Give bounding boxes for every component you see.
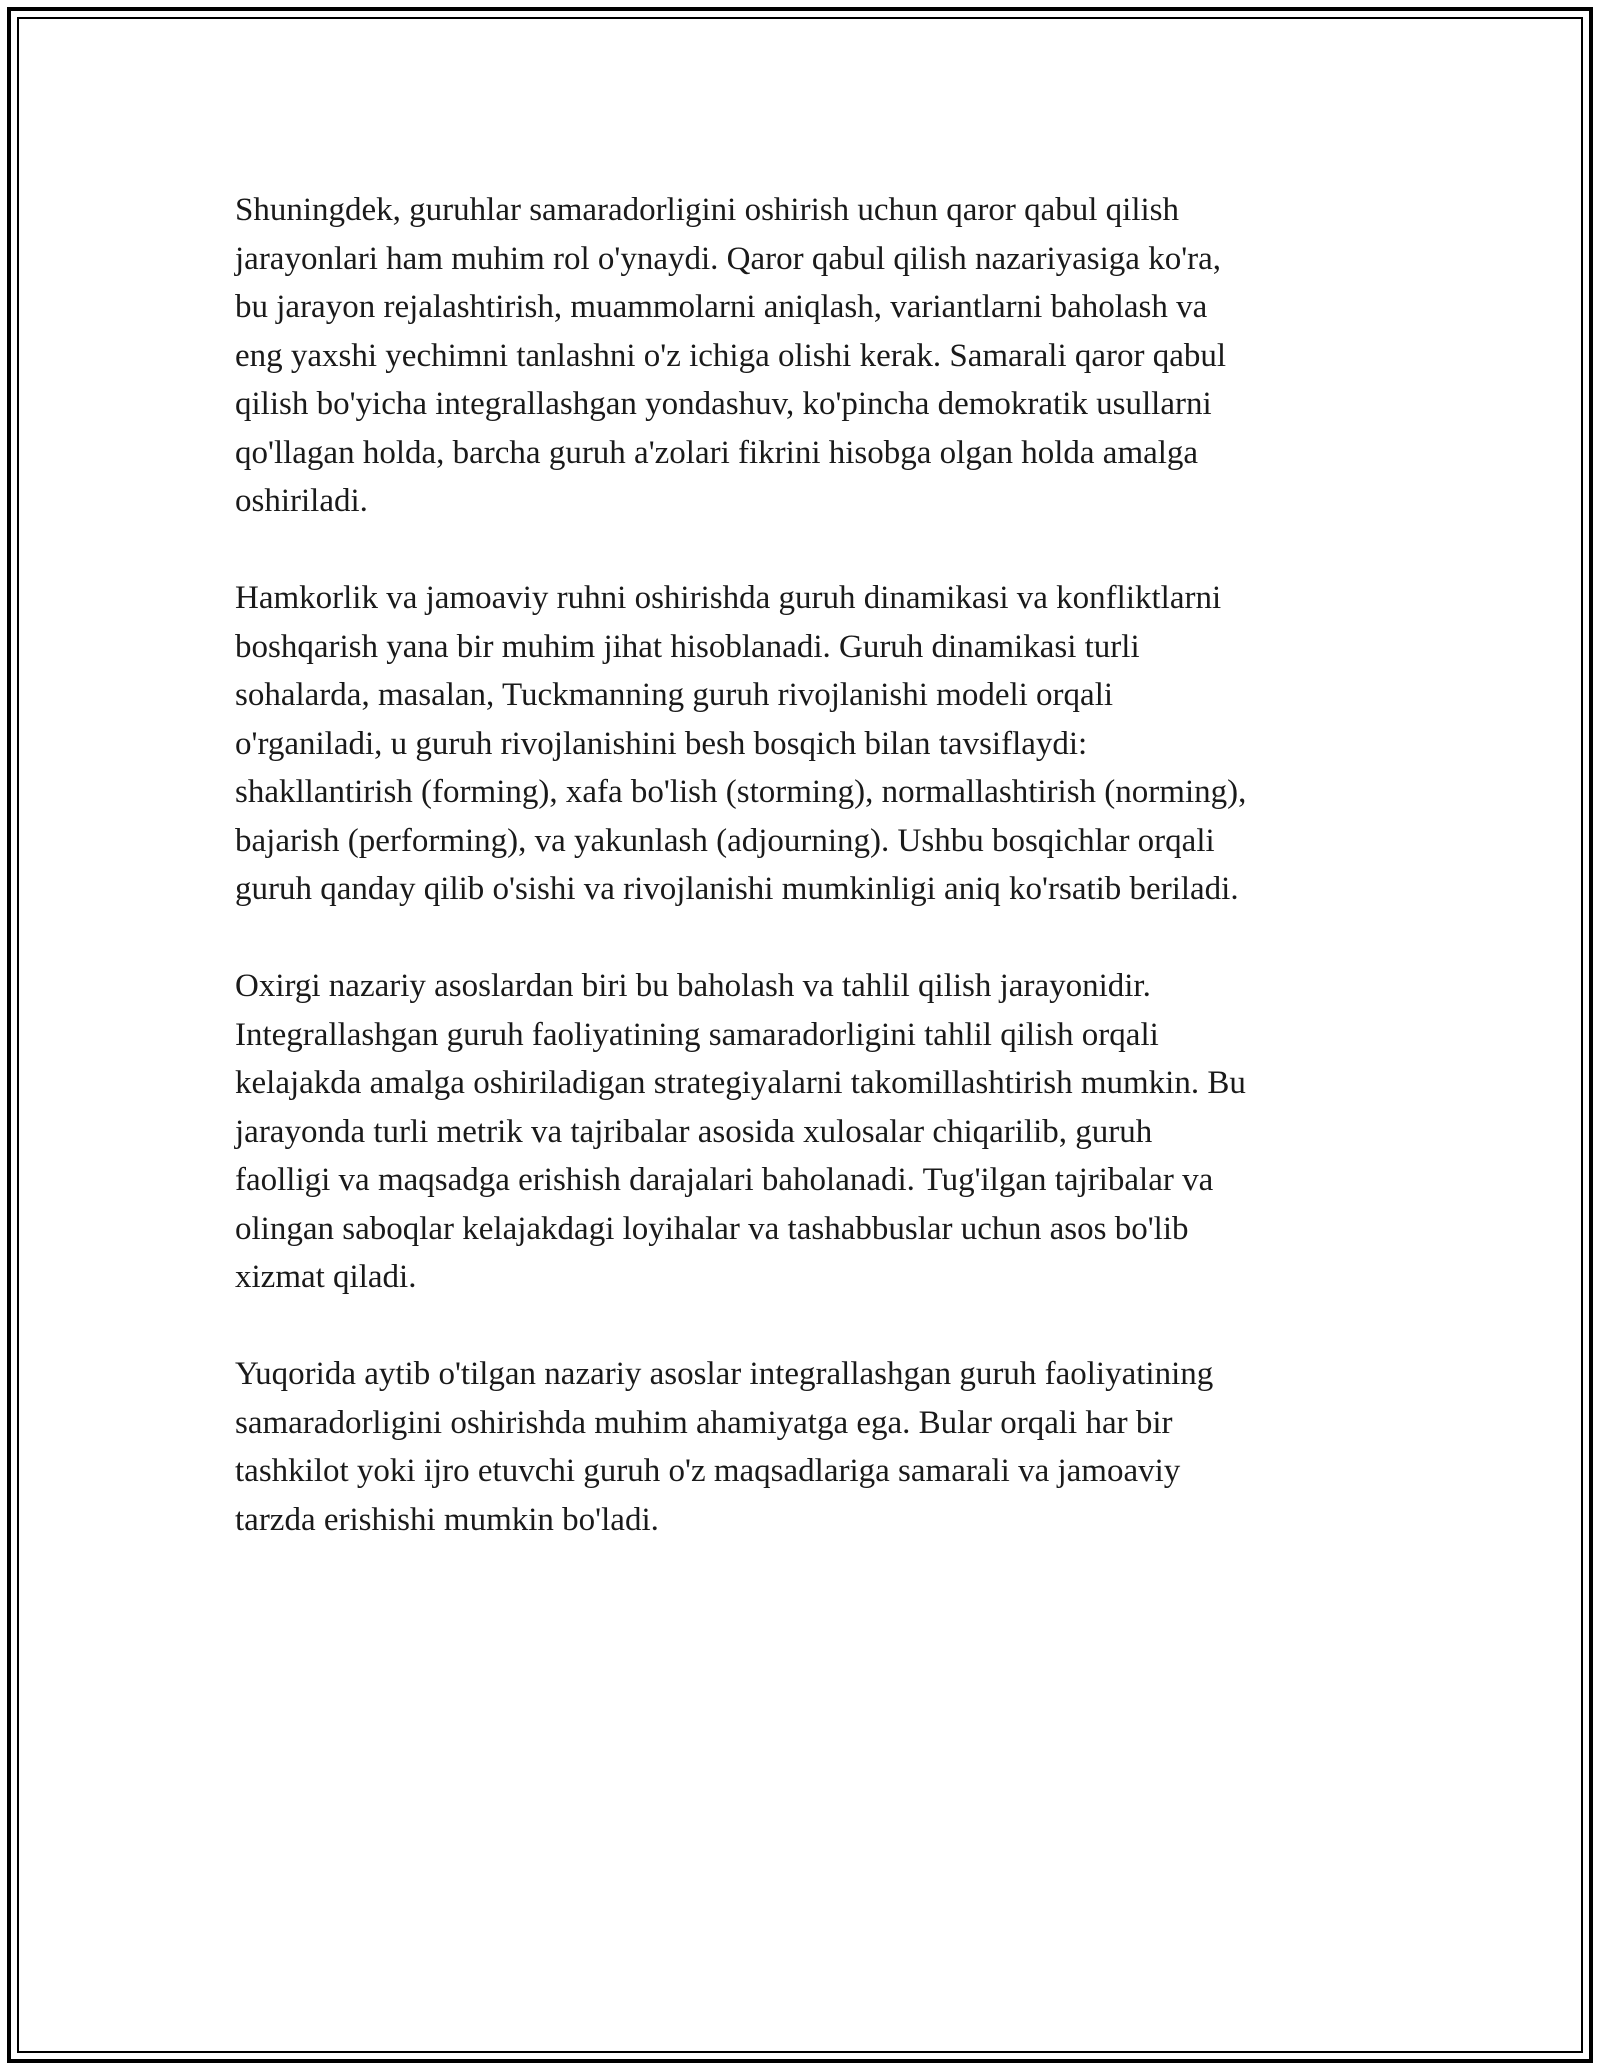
document-body: [235, 186, 1375, 1593]
paragraph-3: Oxirgi nazariy asoslardan biri bu baholash va tahlil qilish jarayonidir. Integrallashgan guruh faoliyatining samaradorligini tahlil qilish orqali kelajakda amalga oshiriladigan strategiyalarni takomillashtirish mumkin. Bu jarayonda turli metrik va tajribalar asosida xulosalar chiqarilib, guruh faolligi va maqsadga erishish darajalari baholanadi. Tug'ilgan tajribalar va olingan saboqlar kelajakdagi loyihalar va tashabbuslar uchun asos bo'lib xizmat qiladi.: [235, 968, 1246, 1295]
paragraph-4: Yuqorida aytib o'tilgan nazariy asoslar integrallashgan guruh faoliyatining samaradorligini oshirishda muhim ahamiyatga ega. Bular orqali har bir tashkilot yoki ijro etuvchi guruh o'z maqsadlariga samarali va jamoaviy tarzda erishishi mumkin bo'ladi.: [235, 1356, 1214, 1538]
paragraph-2: Hamkorlik va jamoaviy ruhni oshirishda guruh dinamikasi va konfliktlarni boshqarish yana bir muhim jihat hisoblanadi. Guruh dinamikasi turli sohalarda, masalan, Tuckmanning guruh rivojlanishi modeli orqali o'rganiladi, u guruh rivojlanishini besh bosqich bilan tavsiflaydi: shakllantirish (forming), xafa bo'lish (storming), normallashtirish (norming), bajarish (performing), va yakunlash (adjourning). Ushbu bosqichlar orqali guruh qanday qilib o'sishi va rivojlanishi mumkinligi aniq ko'rsatib beriladi.: [235, 580, 1247, 907]
paragraph-1: Shuningdek, guruhlar samaradorligini oshirish uchun qaror qabul qilish jarayonlari ham muhim rol o'ynaydi. Qaror qabul qilish nazariyasiga ko'ra, bu jarayon rejalashtirish, muammolarni aniqlash, variantlarni baholash va eng yaxshi yechimni tanlashni o'z ichiga olishi kerak. Samarali qaror qabul qilish bo'yicha integrallashgan yondashuv, ko'pincha demokratik usullarni qo'llagan holda, barcha guruh a'zolari fikrini hisobga olgan holda amalga oshiriladi.: [235, 192, 1227, 519]
